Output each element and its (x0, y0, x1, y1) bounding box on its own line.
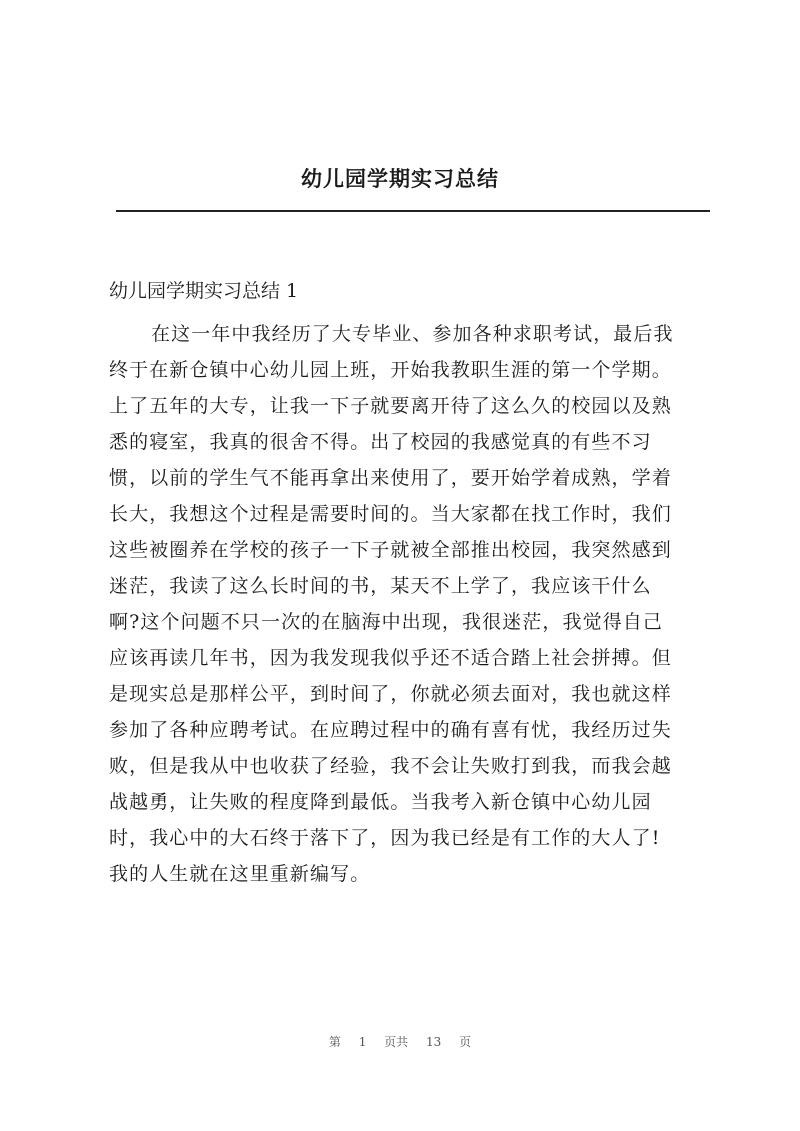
paragraph-line: 败，但是我从中也收获了经验，我不会让失败打到我，而我会越 (109, 755, 672, 777)
paragraph-line: 时，我心中的大石终于落下了，因为我已经是有工作的大人了! (109, 827, 661, 849)
paragraph-line: 惯，以前的学生气不能再拿出来使用了，要开始学着成熟，学着 (109, 467, 672, 489)
footer-page-prefix: 第 (328, 1035, 341, 1049)
footer-page-suffix: 页 (459, 1035, 472, 1049)
document-title: 幼儿园学期实习总结 (301, 166, 499, 191)
paragraph-line: 长大，我想这个过程是需要时间的。当大家都在找工作时，我们 (109, 503, 672, 525)
paragraph-line: 参加了各种应聘考试。在应聘过程中的确有喜有忧，我经历过失 (109, 719, 672, 741)
paragraph-line: 我的人生就在这里重新编写。 (109, 863, 371, 885)
footer-total-pages: 13 (426, 1035, 442, 1049)
paragraph-line: 上了五年的大专，让我一下子就要离开待了这么久的校园以及熟 (109, 395, 672, 417)
paragraph-line: 这些被圈养在学校的孩子一下子就被全部推出校园，我突然感到 (109, 539, 672, 561)
footer-page-mid: 页共 (384, 1035, 409, 1049)
paragraph-line: 迷茫，我读了这么长时间的书，某天不上学了，我应该干什么 (109, 575, 652, 597)
paragraph-line: 应该再读几年书，因为我发现我似乎还不适合踏上社会拼搏。但 (109, 647, 672, 669)
footer-page-number: 1 (358, 1035, 367, 1049)
page-footer (0, 1033, 800, 1050)
paragraph-line: 在这一年中我经历了大专毕业、参加各种求职考试，最后我 (151, 323, 674, 345)
paragraph-line: 悉的寝室，我真的很舍不得。出了校园的我感觉真的有些不习 (109, 431, 652, 453)
paragraph-line: 终于在新仓镇中心幼儿园上班，开始我教职生涯的第一个学期。 (109, 359, 672, 381)
title-underline-divider (116, 210, 710, 212)
paragraph-line: 啊?这个问题不只一次的在脑海中出现，我很迷茫，我觉得自己 (109, 611, 663, 633)
paragraph-line: 是现实总是那样公平，到时间了，你就必须去面对，我也就这样 (109, 683, 672, 705)
body-paragraph (109, 316, 709, 892)
paragraph-line: 战越勇，让失败的程度降到最低。当我考入新仓镇中心幼儿园 (109, 791, 652, 813)
section-heading: 幼儿园学期实习总结 1 (109, 280, 299, 302)
